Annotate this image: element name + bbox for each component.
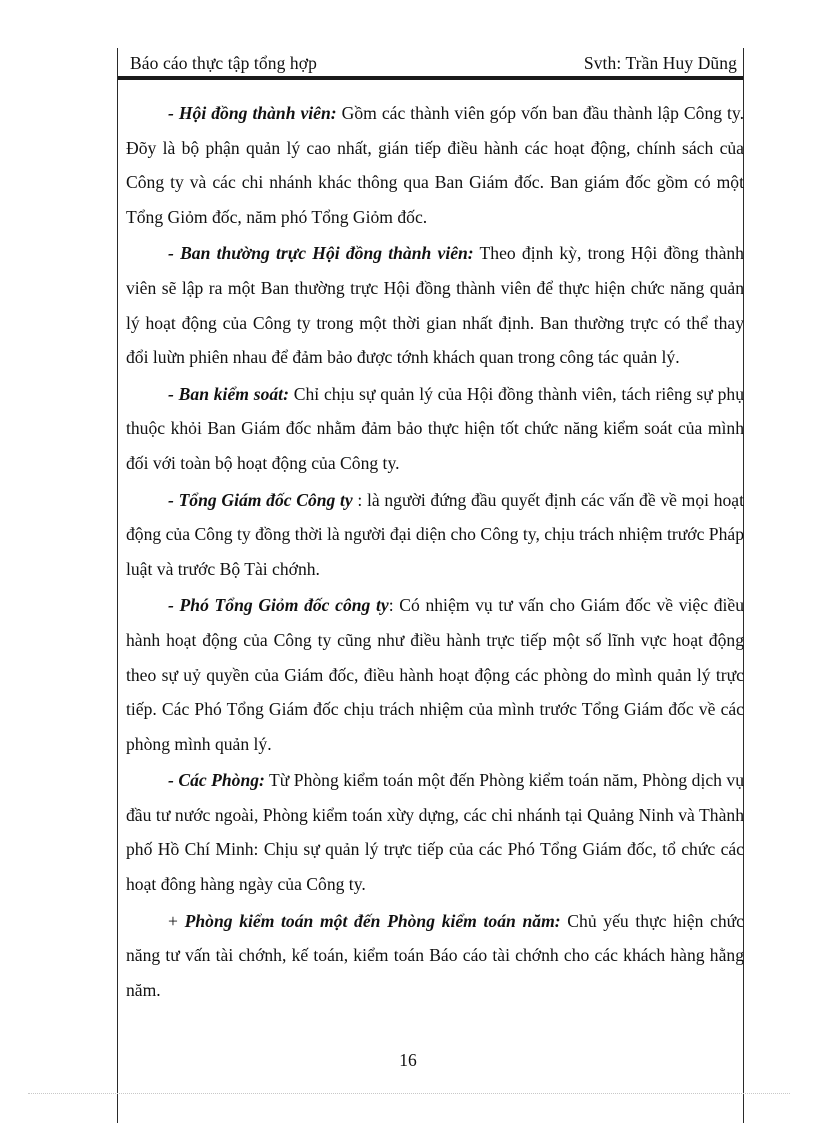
paragraph-term: Ban thường trực Hội đồng thành viên:	[180, 243, 474, 264]
page-header	[118, 48, 743, 78]
body-text	[126, 96, 744, 1009]
paragraph-prefix: -	[168, 489, 179, 510]
paragraph-departments	[126, 763, 744, 901]
page-number: 16	[399, 1050, 417, 1070]
header-double-rule	[118, 76, 743, 80]
paragraph-text: Chủ yếu thực hiện chức năng tư vấn tài chớnh, kế toán, kiểm toán Báo cáo tài chớnh cho các khách hàng hằng năm.	[126, 910, 744, 1000]
header-report-title: Báo cáo thực tập tổng hợp	[130, 53, 317, 73]
paragraph-general-director	[126, 483, 744, 587]
page-bottom-border	[28, 1093, 790, 1094]
paragraph-text: Chỉ chịu sự quản lý của Hội đồng thành viên, tách riêng sự phụ thuộc khỏi Ban Giám đốc nhằm đảm bảo thực hiện tốt chức năng kiểm soát của mình đối với toàn bộ hoạt động của Công ty.	[126, 383, 744, 473]
paragraph-term: Các Phòng:	[178, 770, 265, 791]
paragraph-supervisory-board	[126, 377, 744, 481]
paragraph-text: Từ Phòng kiểm toán một đến Phòng kiểm toán năm, Phòng dịch vụ đầu tư nước ngoài, Phòng kiểm toán xừy dựng, các chi nhánh tại Quảng Ninh và Thành phố Hồ Chí Minh: Chịu sự quản lý trực tiếp của các Phó Tổng Giám đốc, tổ chức các hoạt đông hàng ngày của Công ty.	[126, 770, 744, 895]
paragraph-standing-committee	[126, 236, 744, 374]
paragraph-term: Phó Tổng Giỏm đốc công ty	[179, 595, 389, 616]
paragraph-term: Tổng Giám đốc Công ty	[178, 489, 353, 510]
header-student-name: Svth: Trần Huy Dũng	[583, 53, 737, 73]
paragraph-members-council	[126, 96, 744, 234]
paragraph-text: Theo định kỳ, trong Hội đồng thành viên sẽ lập ra một Ban thường trực Hội đồng thành viên để thực hiện chức năng quản lý hoạt động của Công ty trong một thời gian nhất định. Ban thường trực có thể thay đổi luừn phiên nhau để đảm bảo được tớnh khách quan trong công tác quản lý.	[126, 243, 744, 368]
paragraph-prefix: -	[168, 243, 181, 264]
paragraph-term: Phòng kiểm toán một đến Phòng kiểm toán năm:	[184, 910, 561, 931]
paragraph-text: : là người đứng đầu quyết định các vấn đề về mọi hoạt động của Công ty đồng thời là người đại diện cho Công ty, chịu trách nhiệm trước Pháp luật và trước Bộ Tài chớnh.	[126, 489, 744, 579]
paragraph-deputy-director	[126, 588, 744, 761]
paragraph-text: Gồm các thành viên góp vốn ban đầu thành lập Công ty. Đõy là bộ phận quản lý cao nhất, gián tiếp điều hành các hoạt động, chính sách của Công ty và các chi nhánh khác thông qua Ban Giám đốc. Ban giám đốc gồm có một Tổng Giỏm đốc, năm phó Tổng Giỏm đốc.	[126, 103, 744, 227]
paragraph-prefix: -	[168, 770, 179, 791]
paragraph-prefix: -	[168, 595, 180, 616]
paragraph-text: : Có nhiệm vụ tư vấn cho Giám đốc về việc điều hành hoạt động của Công ty cũng như điều hành trực tiếp một số lĩnh vực hoạt động theo sự uỷ quyền của Giám đốc, điều hành hoạt động các phòng do mình quản lý trực tiếp. Các Phó Tổng Giám đốc chịu trách nhiệm của mình trước Tổng Giám đốc về các phòng mình quản lý.	[126, 595, 744, 754]
paragraph-term: Ban kiểm soát:	[178, 383, 289, 404]
paragraph-prefix: +	[168, 910, 185, 931]
paragraph-audit-departments	[126, 904, 744, 1008]
paragraph-term: Hội đồng thành viên:	[178, 103, 337, 123]
paragraph-prefix: -	[168, 103, 179, 123]
paragraph-prefix: -	[168, 383, 179, 404]
